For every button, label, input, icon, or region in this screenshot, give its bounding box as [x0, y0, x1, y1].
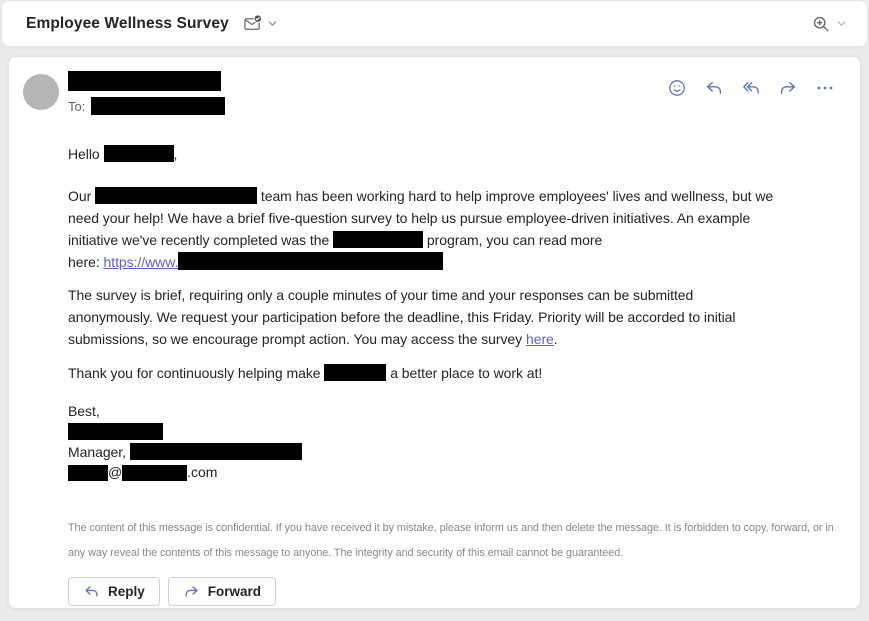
- sender-avatar[interactable]: [23, 74, 59, 110]
- reply-footer-button[interactable]: [68, 577, 160, 606]
- text-run: To:: [68, 98, 86, 114]
- forward-arrow-icon: [183, 583, 200, 600]
- sender-name: [68, 71, 225, 95]
- message-header: [23, 71, 836, 117]
- reply-all-button[interactable]: [740, 77, 762, 99]
- chevron-down-icon: [267, 18, 278, 29]
- body-paragraph-1: [68, 185, 836, 273]
- forward-button[interactable]: [777, 77, 799, 99]
- redacted-text: [68, 423, 163, 440]
- quick-reply-buttons: [68, 577, 836, 606]
- chevron-down-icon: [836, 18, 847, 29]
- redacted-text: [178, 252, 443, 270]
- reply-arrow-icon: [704, 78, 724, 98]
- redacted-text: [130, 443, 302, 460]
- text-run: submissions, so we encourage prompt action. You may access the survey: [68, 330, 526, 347]
- text-run: Thank you for continuously helping make: [68, 364, 325, 381]
- zoom-in-icon: [811, 14, 831, 34]
- redacted-text: [68, 465, 108, 481]
- redacted-text: [333, 231, 423, 248]
- redacted-text: [104, 145, 174, 162]
- body-paragraph-2: [68, 284, 836, 350]
- text-run: .com: [187, 464, 218, 480]
- emoji-smile-icon: [667, 78, 687, 98]
- text-run: ,: [173, 145, 178, 162]
- text-run: .: [553, 330, 558, 347]
- forward-footer-button[interactable]: [168, 577, 276, 606]
- redacted-text: [95, 187, 257, 204]
- text-run: Manager,: [68, 443, 130, 460]
- signature-block: [68, 401, 836, 483]
- email-subject-title: Employee Wellness Survey: [26, 14, 229, 32]
- sender-block: [68, 71, 225, 117]
- reply-arrow-icon: [83, 583, 100, 600]
- confidentiality-disclaimer: The content of this message is confidential. If you have received it by mistake, please inform us and then delete the message. It is forbidden to copy, forward, or in any way reveal the contents of this message to anyone. The integrity and security of this email cannot be guaranteed.: [68, 521, 834, 559]
- redacted-text: [91, 97, 225, 115]
- emoji-reaction-button[interactable]: [666, 77, 688, 99]
- text-run: Hello: [68, 145, 104, 162]
- reply-all-arrow-icon: [741, 78, 761, 98]
- text-run: here:: [68, 253, 104, 270]
- forward-arrow-icon: [778, 78, 798, 98]
- text-run: anonymously. We request your participation before the deadline, this Friday. Priority will be accorded to initial: [68, 308, 736, 325]
- message-body: [23, 143, 836, 606]
- more-actions-button[interactable]: [814, 77, 836, 99]
- reply-button[interactable]: [703, 77, 725, 99]
- text-run: team has been working hard to help improve employees' lives and wellness, but we: [257, 187, 774, 204]
- text-run: @: [108, 464, 123, 480]
- greeting-line: [68, 143, 836, 165]
- text-run: The survey is brief, requiring only a couple minutes of your time and your responses can be submitted: [68, 286, 694, 303]
- message-status-dropdown[interactable]: [243, 14, 278, 33]
- text-run: program, you can read more: [423, 231, 603, 248]
- text-run: a better place to work at!: [386, 364, 543, 381]
- zoom-dropdown[interactable]: [811, 14, 847, 34]
- forward-footer-label: Forward: [207, 583, 262, 599]
- redacted-text: [324, 364, 386, 381]
- mail-check-icon: [243, 14, 262, 33]
- text-run: Best,: [68, 402, 100, 419]
- subject-header-bar: [1, 0, 868, 47]
- program-url-link[interactable]: https://www.: [103, 253, 179, 270]
- message-actions: [666, 71, 836, 99]
- body-paragraph-3: [68, 362, 836, 384]
- ellipsis-icon: [815, 78, 835, 98]
- text-run: initiative we've recently completed was the: [68, 231, 334, 248]
- reply-footer-label: Reply: [108, 583, 145, 599]
- to-recipient-line: [68, 97, 225, 117]
- email-message-card: [8, 56, 861, 609]
- redacted-text: [68, 71, 221, 91]
- survey-link[interactable]: here: [525, 330, 554, 347]
- text-run: Our: [68, 187, 96, 204]
- text-run: need your help! We have a brief five-question survey to help us pursue employee-driven initiatives. An example: [68, 209, 751, 226]
- redacted-text: [122, 465, 187, 481]
